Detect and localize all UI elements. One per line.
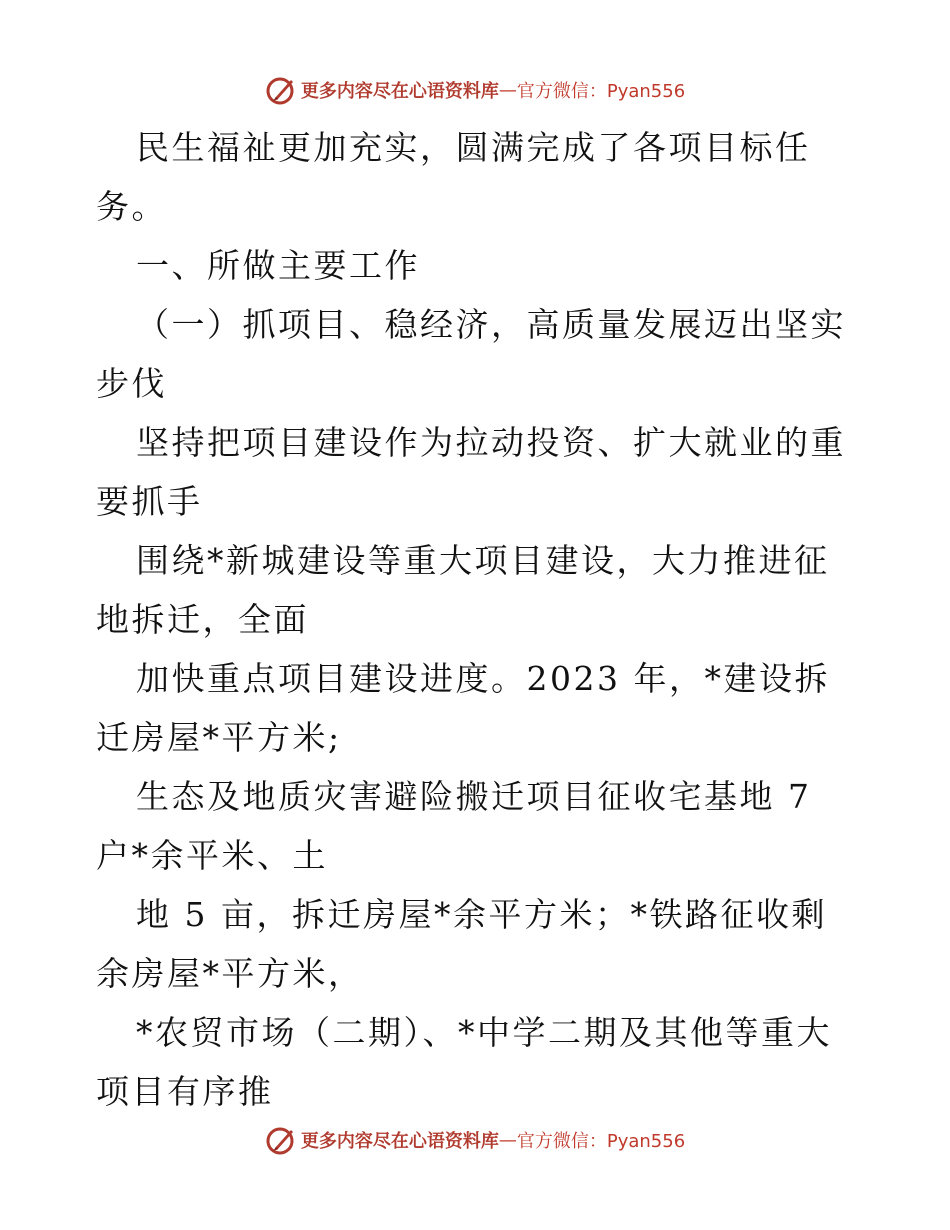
banner-wechat-text: 官方微信：Pyan556 <box>516 1131 686 1152</box>
paragraph: 民生福祉更加充实，圆满完成了各项目标任务。 <box>96 128 811 226</box>
document-body <box>96 118 856 1121</box>
section-heading: 一、所做主要工作 <box>136 246 420 285</box>
banner-site-text: 更多内容尽在心语资料库 <box>300 1131 499 1152</box>
quill-pen-logo-icon <box>265 74 297 106</box>
paragraph: 加快重点项目建设进度。2023 年，*建设拆迁房屋*平方米; <box>96 659 830 757</box>
footer-watermark-banner <box>0 1120 950 1160</box>
banner-dash: — <box>498 1129 517 1151</box>
paragraph: 围绕*新城建设等重大项目建设，大力推进征地拆迁，全面 <box>96 541 830 639</box>
quill-pen-logo-icon <box>265 1124 297 1156</box>
banner-dash: — <box>498 79 517 101</box>
header-watermark-banner <box>0 70 950 110</box>
subsection-heading: （一）抓项目、稳经济，高质量发展迈出坚实步伐 <box>96 305 846 403</box>
paragraph: 坚持把项目建设作为拉动投资、扩大就业的重要抓手 <box>96 423 846 521</box>
paragraph: *农贸市场（二期）、*中学二期及其他等重大项目有序推 <box>96 1013 832 1111</box>
paragraph: 生态及地质灾害避险搬迁项目征收宅基地 7 户*余平米、土 <box>96 777 812 875</box>
paragraph: 地 5 亩，拆迁房屋*余平方米；*铁路征收剩余房屋*平方米， <box>96 895 827 993</box>
banner-site-text: 更多内容尽在心语资料库 <box>300 81 499 102</box>
banner-wechat-text: 官方微信：Pyan556 <box>516 81 686 102</box>
